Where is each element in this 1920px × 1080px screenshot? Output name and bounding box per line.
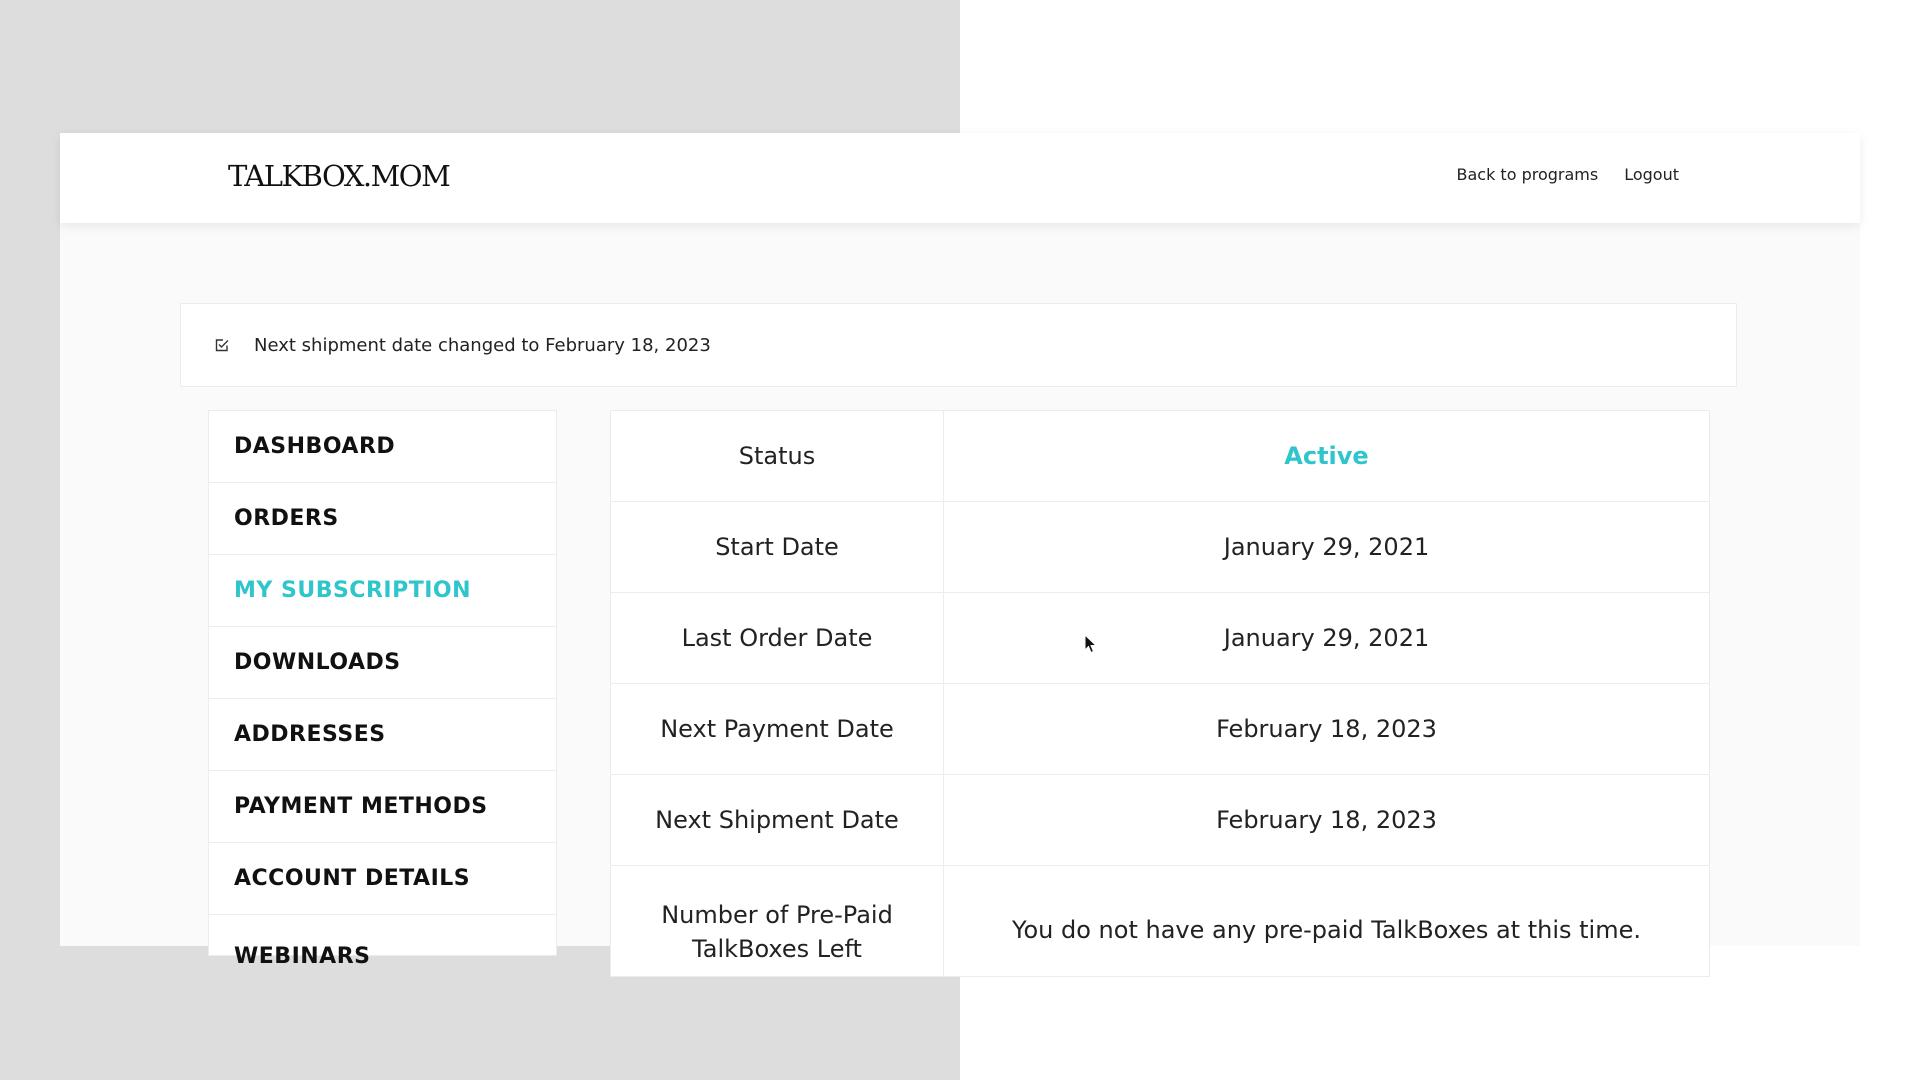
start-date-value: January 29, 2021	[1223, 533, 1430, 561]
mouse-cursor-icon	[1084, 634, 1098, 654]
sidebar-item-downloads[interactable]: DOWNLOADS	[209, 627, 556, 699]
start-date-label: Start Date	[611, 502, 944, 592]
prepaid-talkboxes-label: Number of Pre-Paid TalkBoxes Left	[611, 866, 944, 976]
site-logo[interactable]: TALKBOX.MOM	[228, 159, 450, 193]
notice-message: Next shipment date changed to February 18, 2023	[254, 334, 711, 356]
sidebar-item-webinars[interactable]	[209, 915, 556, 969]
status-label: Status	[611, 411, 944, 501]
next-payment-date-value: February 18, 2023	[1216, 715, 1437, 743]
subscription-table	[610, 410, 1710, 977]
next-payment-date-label: Next Payment Date	[611, 684, 944, 774]
prepaid-talkboxes-value: You do not have any pre-paid TalkBoxes at this time.	[1012, 916, 1641, 944]
last-order-date-value: January 29, 2021	[1223, 624, 1430, 652]
sidebar-item-webinars-label: WEBINARS	[234, 944, 371, 969]
logout-link[interactable]: Logout	[1624, 165, 1679, 184]
browser-frame	[60, 133, 1860, 969]
sidebar-item-addresses[interactable]: ADDRESSES	[209, 699, 556, 771]
sidebar-item-orders[interactable]: ORDERS	[209, 483, 556, 555]
table-row	[611, 411, 1709, 502]
sidebar-item-dashboard[interactable]: DASHBOARD	[209, 411, 556, 483]
header-nav	[1457, 165, 1680, 184]
sidebar-item-my-subscription[interactable]: MY SUBSCRIPTION	[209, 555, 556, 627]
back-to-programs-link[interactable]: Back to programs	[1456, 165, 1599, 184]
checkbox-icon	[214, 337, 230, 353]
sidebar-item-account-details[interactable]: ACCOUNT DETAILS	[209, 843, 556, 915]
site-header	[60, 133, 1860, 223]
table-row	[611, 502, 1709, 593]
next-shipment-date-label: Next Shipment Date	[611, 775, 944, 865]
notice-banner	[180, 303, 1737, 387]
table-row	[611, 593, 1709, 684]
last-order-date-label: Last Order Date	[611, 593, 944, 683]
table-row	[611, 684, 1709, 775]
table-row	[611, 775, 1709, 866]
table-row	[611, 866, 1709, 976]
next-shipment-date-value: February 18, 2023	[1216, 806, 1437, 834]
sidebar-item-payment-methods[interactable]: PAYMENT METHODS	[209, 771, 556, 843]
account-sidebar	[208, 410, 557, 969]
status-value: Active	[1284, 442, 1369, 470]
